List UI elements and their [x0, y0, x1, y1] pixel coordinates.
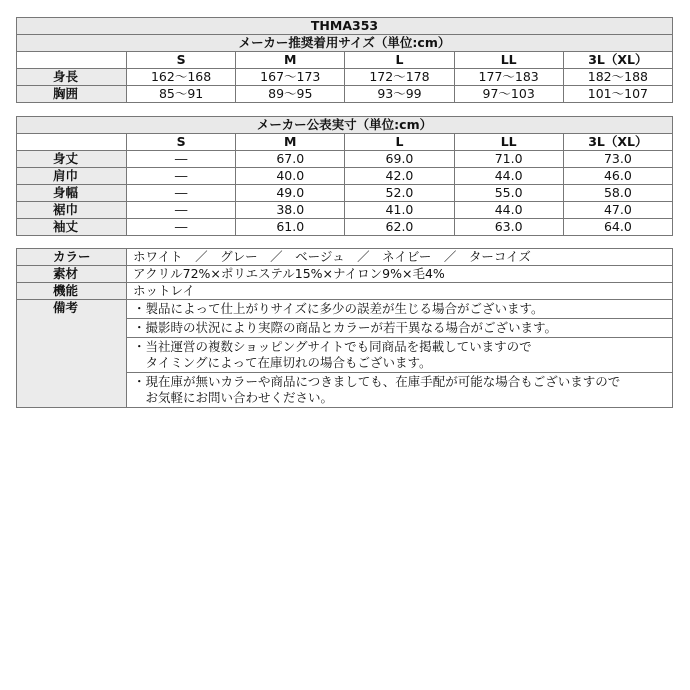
- table-cell: 55.0: [454, 185, 563, 202]
- table-cell: 49.0: [236, 185, 345, 202]
- table-cell: ―: [127, 168, 236, 185]
- table-cell: 85～91: [127, 86, 236, 103]
- table-cell: 52.0: [345, 185, 454, 202]
- table-cell: 177～183: [454, 69, 563, 86]
- table-cell: 41.0: [345, 202, 454, 219]
- table-cell: 64.0: [563, 219, 672, 236]
- table-cell: 101～107: [563, 86, 672, 103]
- color-value: ホワイト ／ グレー ／ ベージュ ／ ネイビー ／ ターコイズ: [127, 249, 673, 266]
- table-cell: ―: [127, 185, 236, 202]
- function-value: ホットレイ: [127, 283, 673, 300]
- row-label-body-length: 身丈: [17, 151, 127, 168]
- table-cell: 71.0: [454, 151, 563, 168]
- row-label-hem-width: 裾巾: [17, 202, 127, 219]
- table-row: [17, 202, 673, 219]
- size-header-row: [17, 52, 673, 69]
- table-cell: 38.0: [236, 202, 345, 219]
- table-cell: 73.0: [563, 151, 672, 168]
- actual-size-table: [16, 116, 673, 236]
- table-cell: 40.0: [236, 168, 345, 185]
- color-label: カラー: [17, 249, 127, 266]
- table-cell: 44.0: [454, 202, 563, 219]
- size-header: L: [345, 134, 454, 151]
- table-cell: ―: [127, 219, 236, 236]
- table-cell: 182～188: [563, 69, 672, 86]
- size-header: LL: [454, 52, 563, 69]
- table-row: [17, 219, 673, 236]
- table-cell: 63.0: [454, 219, 563, 236]
- size-header: S: [127, 52, 236, 69]
- function-label: 機能: [17, 283, 127, 300]
- info-row-color: [17, 249, 673, 266]
- table-row: [17, 168, 673, 185]
- note-item: [127, 319, 673, 338]
- note-line: ・当社運営の複数ショッピングサイトでも同商品を掲載していますので: [133, 339, 532, 354]
- table-cell: 172～178: [345, 69, 454, 86]
- table-cell: 47.0: [563, 202, 672, 219]
- table-cell: 67.0: [236, 151, 345, 168]
- size-header: LL: [454, 134, 563, 151]
- size-header: M: [236, 52, 345, 69]
- note-line: ・製品によって仕上がりサイズに多少の誤差が生じる場合がございます。: [133, 301, 544, 316]
- note-line: お気軽にお問い合わせください。: [133, 390, 334, 405]
- product-info-table: [16, 248, 673, 408]
- size-header: L: [345, 52, 454, 69]
- size-header-row: [17, 134, 673, 151]
- recommended-title: メーカー推奨着用サイズ（単位:cm）: [17, 35, 673, 52]
- row-label-shoulder: 肩巾: [17, 168, 127, 185]
- table-cell: ―: [127, 202, 236, 219]
- table-row: [17, 151, 673, 168]
- note-item: [127, 373, 673, 408]
- empty-corner-cell: [17, 134, 127, 151]
- actual-title: メーカー公表実寸（単位:cm）: [17, 117, 673, 134]
- recommended-size-table: [16, 17, 673, 103]
- info-row-function: [17, 283, 673, 300]
- material-value: アクリル72%×ポリエステル15%×ナイロン9%×毛4%: [127, 266, 673, 283]
- empty-corner-cell: [17, 52, 127, 69]
- material-label: 素材: [17, 266, 127, 283]
- table-row: [17, 185, 673, 202]
- table-cell: ―: [127, 151, 236, 168]
- table-cell: 167～173: [236, 69, 345, 86]
- size-header: M: [236, 134, 345, 151]
- row-label-height: 身長: [17, 69, 127, 86]
- table-row: [17, 86, 673, 103]
- table-cell: 62.0: [345, 219, 454, 236]
- table-cell: 61.0: [236, 219, 345, 236]
- info-row-material: [17, 266, 673, 283]
- note-line: ・現在庫が無いカラーや商品につきましても、在庫手配が可能な場合もございますので: [133, 374, 621, 389]
- size-header: S: [127, 134, 236, 151]
- table-cell: 46.0: [563, 168, 672, 185]
- note-line: ・撮影時の状況により実際の商品とカラーが若干異なる場合がございます。: [133, 320, 558, 335]
- size-header: 3L（XL）: [563, 134, 672, 151]
- table-cell: 58.0: [563, 185, 672, 202]
- model-number: THMA353: [17, 18, 673, 35]
- size-header: 3L（XL）: [563, 52, 672, 69]
- table-cell: 42.0: [345, 168, 454, 185]
- table-cell: 162～168: [127, 69, 236, 86]
- table-cell: 69.0: [345, 151, 454, 168]
- table-row: [17, 69, 673, 86]
- note-item: [127, 300, 673, 319]
- note-item: [127, 338, 673, 373]
- table-cell: 93～99: [345, 86, 454, 103]
- table-cell: 44.0: [454, 168, 563, 185]
- notes-label: 備考: [17, 300, 127, 408]
- table-cell: 97～103: [454, 86, 563, 103]
- row-label-sleeve-length: 袖丈: [17, 219, 127, 236]
- info-row-notes: [17, 300, 673, 319]
- row-label-body-width: 身幅: [17, 185, 127, 202]
- row-label-chest: 胸囲: [17, 86, 127, 103]
- note-line: タイミングによって在庫切れの場合もございます。: [133, 355, 432, 370]
- table-cell: 89～95: [236, 86, 345, 103]
